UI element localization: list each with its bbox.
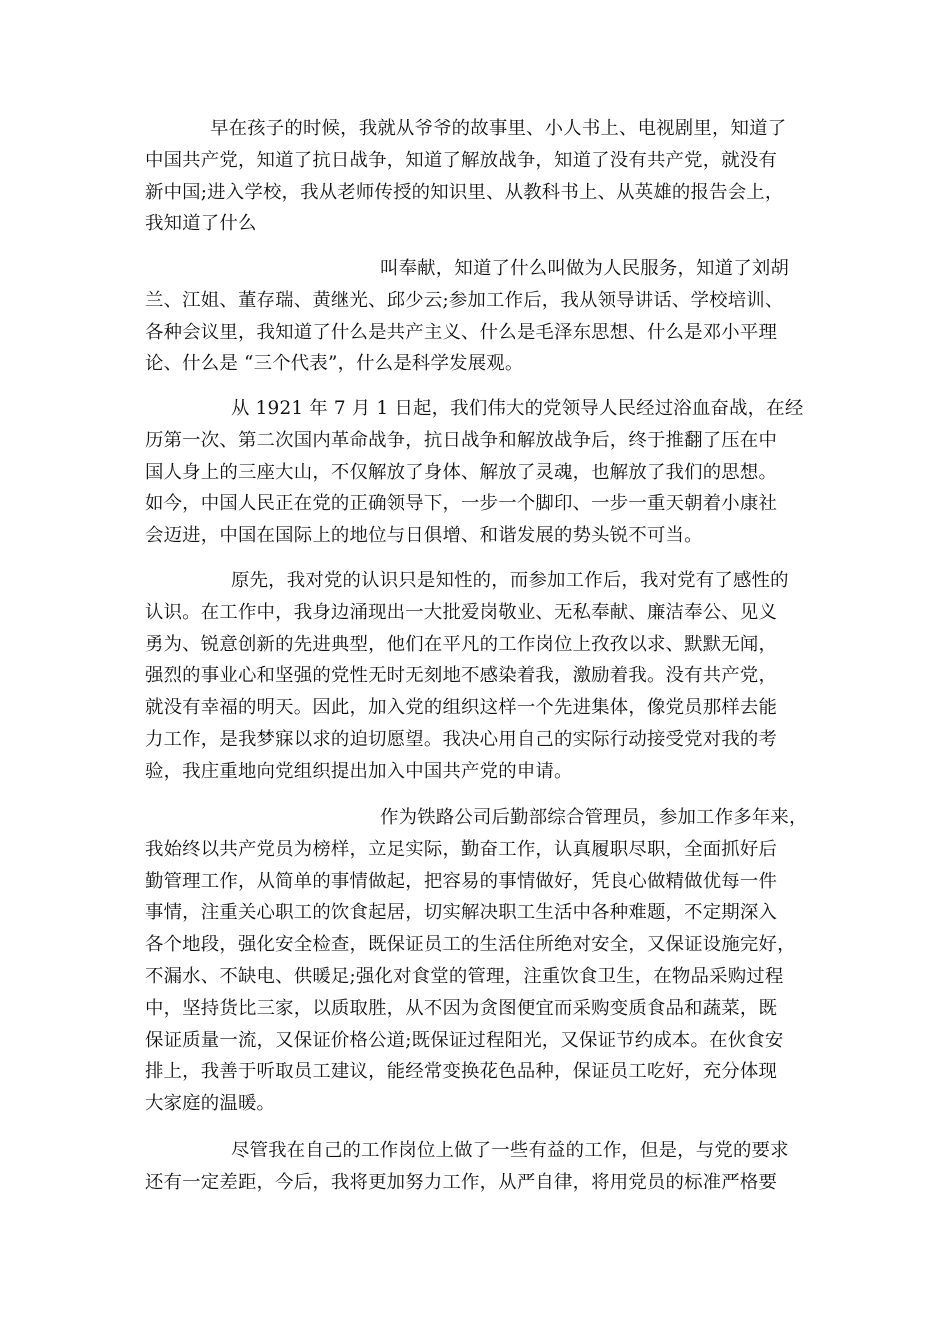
text-line: 保证质量一流，又保证价格公道;既保证过程阳光，又保证节约成本。在伙食安 bbox=[145, 1029, 784, 1051]
text-line: 还有一定差距，今后，我将更加努力工作，从严自律，将用党员的标准严格要 bbox=[145, 1171, 778, 1193]
text-line: 各种会议里，我知道了什么是共产主义、什么是毛泽东思想、什么是邓小平理 bbox=[145, 321, 778, 343]
paragraph-3 bbox=[145, 393, 810, 552]
text-line: 我始终以共产党员为榜样，立足实际，勤奋工作，认真履职尽职，全面抓好后 bbox=[145, 838, 778, 860]
text-line: 力工作，是我梦寐以求的迫切愿望。我决心用自己的实际行动接受党对我的考 bbox=[145, 728, 778, 750]
text-line: 勇为、锐意创新的先进典型，他们在平凡的工作岗位上孜孜以求、默默无闻， bbox=[145, 633, 778, 655]
text-line: 中，坚持货比三家，以质取胜，从不因为贪图便宜而采购变质食品和蔬菜，既 bbox=[145, 997, 778, 1019]
text-line: 论、什么是 “三个代表”，什么是科学发展观。 bbox=[145, 353, 524, 375]
paragraph-1 bbox=[145, 113, 810, 240]
text-line: 国人身上的三座大山，不仅解放了身体、解放了灵魂，也解放了我们的思想。 bbox=[145, 461, 778, 483]
text-line: 认识。在工作中，我身边涌现出一大批爱岗敬业、无私奉献、廉洁奉公、见义 bbox=[145, 601, 778, 623]
text-line: 就没有幸福的明天。因此，加入党的组织这样一个先进集体，像党员那样去能 bbox=[145, 697, 778, 719]
paragraph-2 bbox=[145, 253, 810, 380]
paragraph-5 bbox=[145, 802, 810, 1120]
text-line: 我知道了什么 bbox=[145, 213, 257, 235]
text-line: 新中国;进入学校，我从老师传授的知识里、从教科书上、从英雄的报告会上， bbox=[145, 181, 784, 203]
text-line: 作为铁路公司后勤部综合管理员，参加工作多年来， bbox=[380, 807, 808, 828]
text-line: 早在孩子的时候，我就从爷爷的故事里、小人书上、电视剧里，知道了 bbox=[210, 118, 787, 139]
text-line: 大家庭的温暖。 bbox=[145, 1093, 276, 1115]
text-line: 排上，我善于听取员工建议，能经常变换花色品种，保证员工吃好，充分体现 bbox=[145, 1061, 778, 1083]
text-line: 从 1921 年 7 月 1 日起，我们伟大的党领导人民经过浴血奋战，在经 bbox=[231, 398, 804, 419]
text-line: 强烈的事业心和坚强的党性无时无刻地不感染着我，激励着我。没有共产党， bbox=[145, 665, 778, 687]
text-line: 兰、江姐、董存瑞、黄继光、邱少云;参加工作后，我从领导讲话、学校培训、 bbox=[145, 289, 784, 311]
text-line: 事情，注重关心职工的饮食起居，切实解决职工生活中各种难题，不定期深入 bbox=[145, 902, 778, 924]
text-line: 不漏水、不缺电、供暖足;强化对食堂的管理，注重饮食卫生，在物品采购过程 bbox=[145, 965, 784, 987]
text-line: 勤管理工作，从简单的事情做起，把容易的事情做好，凭良心做精做优每一件 bbox=[145, 870, 778, 892]
text-line: 验，我庄重地向党组织提出加入中国共产党的申请。 bbox=[145, 760, 573, 782]
paragraph-4 bbox=[145, 565, 810, 788]
text-line: 如今，中国人民正在党的正确领导下，一步一个脚印、一步一重天朝着小康社 bbox=[145, 493, 778, 515]
paragraph-6 bbox=[145, 1135, 810, 1199]
text-line: 会迈进，中国在国际上的地位与日俱增、和谐发展的势头锐不可当。 bbox=[145, 525, 703, 547]
text-line: 原先，我对党的认识只是知性的，而参加工作后，我对党有了感性的 bbox=[231, 570, 789, 591]
text-line: 各个地段，强化安全检查，既保证员工的生活住所绝对安全，又保证设施完好， bbox=[145, 934, 796, 956]
text-line: 历第一次、第二次国内革命战争，抗日战争和解放战争后，终于推翻了压在中 bbox=[145, 429, 778, 451]
text-line: 中国共产党，知道了抗日战争，知道了解放战争，知道了没有共产党，就没有 bbox=[145, 149, 778, 171]
text-line: 叫奉献，知道了什么叫做为人民服务，知道了刘胡 bbox=[380, 258, 789, 279]
text-line: 尽管我在自己的工作岗位上做了一些有益的工作，但是，与党的要求 bbox=[231, 1140, 789, 1161]
